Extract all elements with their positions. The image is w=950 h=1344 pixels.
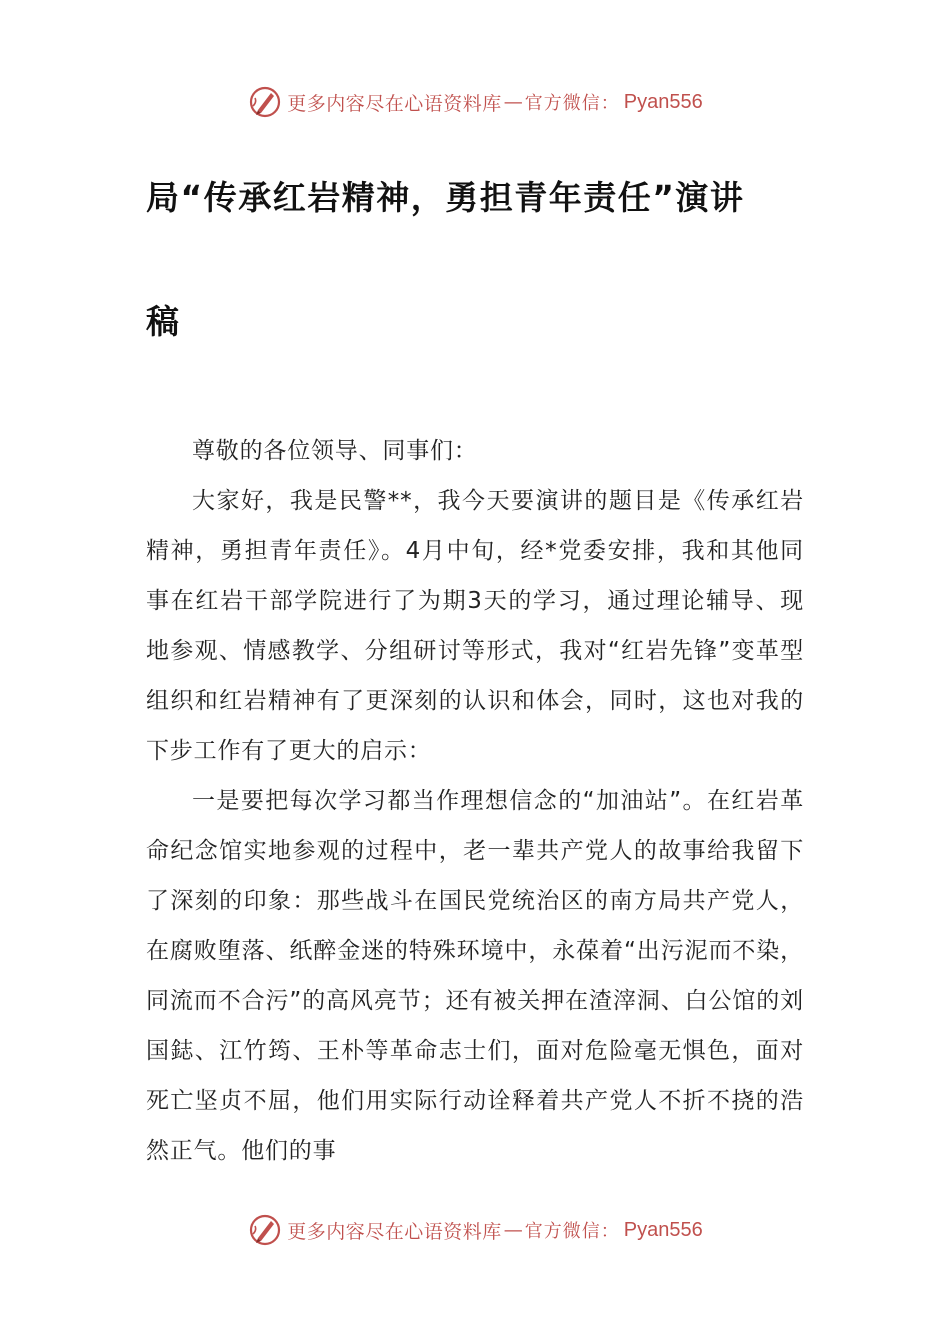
banner-text: 更多内容尽在心语资料库	[287, 1220, 502, 1243]
banner-dash: —	[503, 1219, 523, 1241]
header-banner	[0, 80, 950, 124]
banner-wechat-label: 官方微信：	[524, 1221, 620, 1242]
footer-banner	[0, 1208, 950, 1252]
banner-dash: —	[503, 91, 523, 113]
banner-wechat-id: Pyan556	[623, 1218, 703, 1241]
pen-logo-icon	[247, 84, 283, 120]
paragraph-point-one: 一是要把每次学习都当作理想信念的“加油站”。在红岩革命纪念馆实地参观的过程中，老一辈共产党人的故事给我留下了深刻的印象：那些战斗在国民党统治区的南方局共产党人，在腐败堕落、纸醉金迷的特殊环境中，永葆着“出污泥而不染，同流而不合污”的高风亮节；还有被关押在渣滓洞、白公馆的刘国鋕、江竹筠、王朴等革命志士们，面对危险毫无惧色，面对死亡坚贞不屈，他们用实际行动诠释着共产党人不折不挠的浩然正气。他们的事	[146, 788, 804, 1164]
paragraph-intro: 大家好，我是民警**，我今天要演讲的题目是《传承红岩精神，勇担青年责任》。4月中旬，经*党委安排，我和其他同事在红岩干部学院进行了为期3天的学习，通过理论辅导、现地参观、情感教学、分组研讨等形式，我对“红岩先锋”变革型组织和红岩精神有了更深刻的认识和体会，同时，这也对我的下步工作有了更大的启示：	[146, 488, 804, 764]
document-body	[146, 426, 804, 1176]
document-title-line-1: 局“传承红岩精神，勇担青年责任”演讲	[146, 178, 745, 217]
banner-text: 更多内容尽在心语资料库	[287, 92, 502, 115]
document-title-line-2: 稿	[146, 302, 181, 341]
pen-logo-icon	[247, 1212, 283, 1248]
banner-wechat-label: 官方微信：	[524, 93, 620, 114]
banner-wechat-id: Pyan556	[623, 90, 703, 113]
paragraph-salutation: 尊敬的各位领导、同事们：	[192, 438, 478, 464]
